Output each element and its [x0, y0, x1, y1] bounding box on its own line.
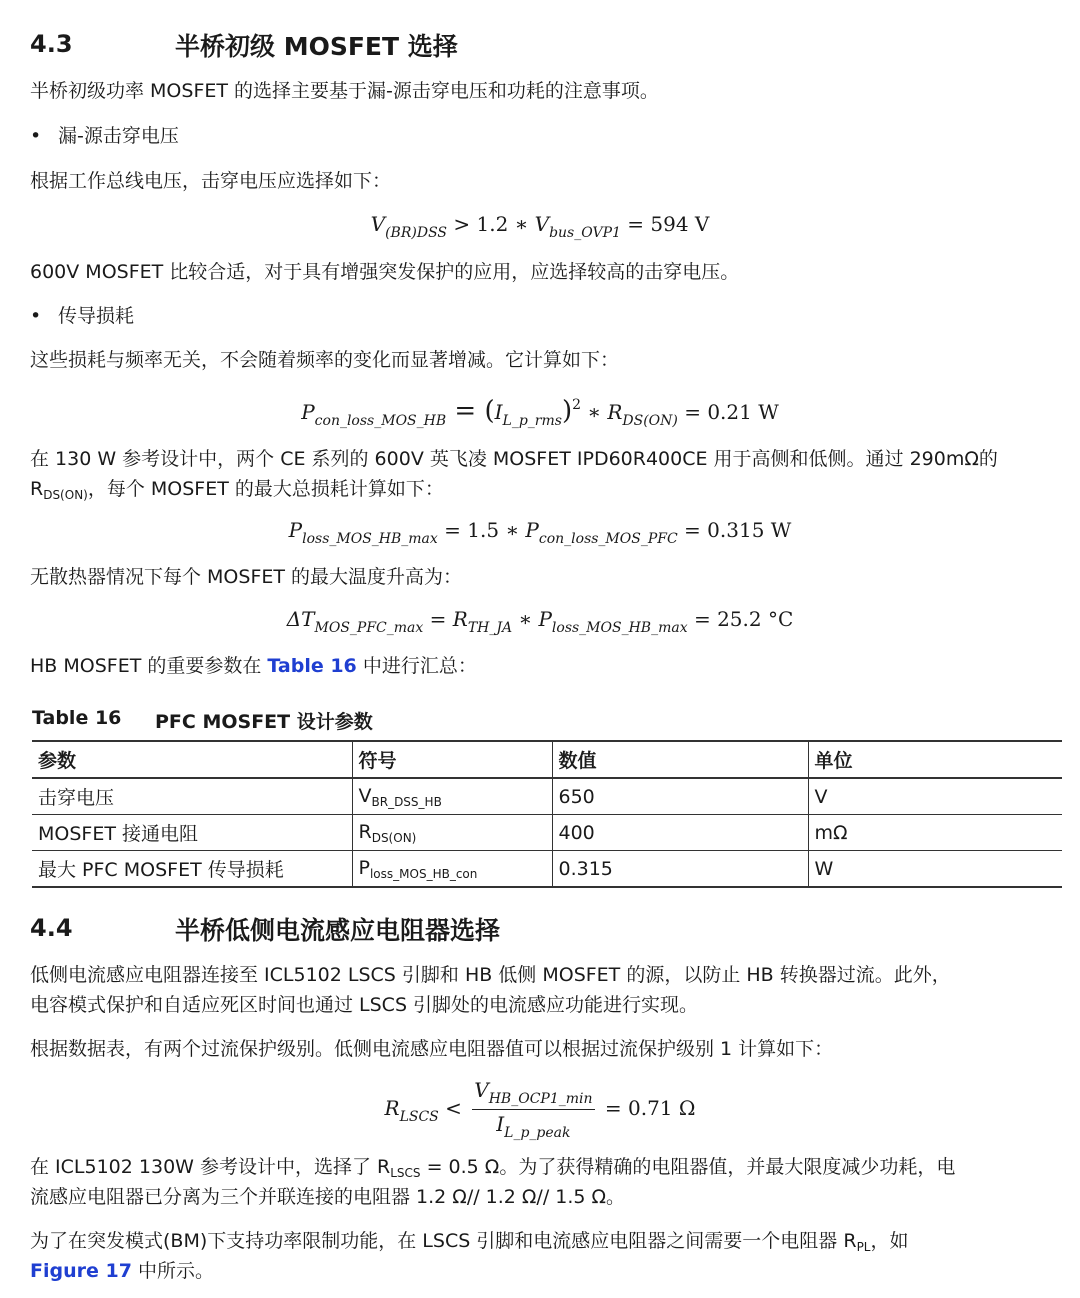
inline-symbol: R — [30, 478, 44, 500]
eq-subscript: MOS_PFC_max — [314, 620, 424, 636]
eq-symbol: V — [474, 1078, 489, 1102]
paragraph-lscs-line1: 低侧电流感应电阻器连接至 ICL5102 LSCS 引脚和 HB 低侧 MOSFET 的源，以防止 HB 转换器过流。此外， — [30, 964, 951, 986]
table-cell-param: 击穿电压 — [32, 778, 352, 815]
section-number: 4.4 — [30, 914, 73, 942]
eq-subscript: loss_MOS_HB_max — [302, 531, 438, 547]
eq-operator: ) — [561, 396, 573, 426]
eq-subscript: TH_JA — [467, 620, 513, 636]
symbol-text: V — [358, 784, 372, 807]
eq-symbol: R — [384, 1096, 400, 1120]
section-title: 半桥低侧电流感应电阻器选择 — [175, 916, 501, 945]
table-cell-value: 650 — [552, 778, 808, 815]
table-cell-unit: W — [808, 851, 1062, 888]
eq-result: = 0.21 W — [677, 400, 779, 424]
equation-conduction-loss — [0, 396, 1080, 429]
table-header-cell: 数值 — [552, 741, 808, 778]
paragraph-intro: 半桥初级功率 MOSFET 的选择主要基于漏-源击穿电压和功耗的注意事项。 — [30, 80, 659, 102]
table-cell-symbol — [352, 851, 552, 888]
figure-17-link[interactable]: Figure 17 — [30, 1260, 132, 1282]
inline-text: ，如 — [870, 1230, 909, 1252]
bullet-text: 传导损耗 — [58, 305, 135, 327]
equation-breakdown-voltage — [0, 212, 1080, 241]
inline-text: = 0.5 Ω。为了获得精确的电阻器值，并最大限度减少功耗，电 — [420, 1156, 956, 1178]
eq-symbol: V — [534, 212, 550, 236]
table-row — [32, 851, 1062, 888]
paragraph-burst-line2 — [30, 1256, 214, 1286]
paragraph-summary — [30, 651, 477, 681]
eq-operator: = 1.5 ∗ — [437, 518, 526, 542]
table-cell-unit: V — [808, 778, 1062, 815]
section-number: 4.3 — [30, 30, 73, 58]
inline-subscript: PL — [856, 1240, 871, 1254]
eq-operator: > 1.2 ∗ — [447, 212, 535, 236]
table-header-cell: 单位 — [808, 741, 1062, 778]
paragraph-design-line1: 在 130 W 参考设计中，两个 CE 系列的 600V 英飞凌 MOSFET IPD60R400CE 用于高侧和低侧。通过 290mΩ的 — [30, 448, 998, 470]
eq-operator: < — [438, 1096, 469, 1120]
inline-text: 在 ICL5102 130W 参考设计中，选择了 R — [30, 1156, 391, 1178]
eq-operator: ∗ — [581, 400, 608, 424]
eq-fraction — [472, 1078, 594, 1141]
bullet-text: 漏-源击穿电压 — [58, 125, 179, 147]
table-title: PFC MOSFET 设计参数 — [155, 711, 373, 733]
table-cell-value: 400 — [552, 815, 808, 851]
paragraph-design-line2 — [30, 474, 444, 510]
eq-symbol: ΔT — [286, 607, 315, 631]
eq-superscript: 2 — [572, 397, 582, 413]
eq-result: = 0.71 Ω — [598, 1096, 696, 1120]
eq-symbol: V — [370, 212, 386, 236]
inline-text: HB MOSFET 的重要参数在 — [30, 655, 268, 677]
eq-symbol: R — [452, 607, 468, 631]
table-16-link[interactable]: Table 16 — [267, 655, 357, 677]
table-header-row — [32, 741, 1062, 778]
inline-subscript: LSCS — [390, 1166, 421, 1180]
eq-symbol: I — [494, 400, 503, 424]
eq-subscript: loss_MOS_HB_max — [551, 620, 688, 636]
section-title: 半桥初级 MOSFET 选择 — [175, 32, 458, 61]
symbol-text: P — [358, 856, 370, 879]
eq-subscript: con_loss_MOS_PFC — [538, 531, 678, 547]
paragraph-lscs-line2: 电容模式保护和自适应死区时间也通过 LSCS 引脚处的电流感应功能进行实现。 — [30, 994, 699, 1016]
symbol-text: R — [358, 820, 372, 843]
eq-subscript: LSCS — [399, 1109, 439, 1125]
table-cell-value: 0.315 — [552, 851, 808, 888]
inline-subscript: DS(ON) — [43, 488, 88, 502]
eq-subscript: bus_OVP1 — [549, 225, 621, 241]
table-cell-param: MOSFET 接通电阻 — [32, 815, 352, 851]
eq-numerator — [472, 1078, 594, 1110]
paragraph-frequency: 这些损耗与频率无关，不会随着频率的变化而显著增减。它计算如下： — [30, 349, 620, 371]
eq-symbol: I — [496, 1112, 505, 1136]
inline-text: ，每个 MOSFET 的最大总损耗计算如下： — [87, 478, 444, 500]
eq-operator: ∗ — [512, 607, 539, 631]
eq-symbol: P — [301, 400, 315, 424]
symbol-subscript: BR_DSS_HB — [371, 794, 442, 809]
eq-subscript: HB_OCP1_min — [488, 1091, 593, 1107]
eq-result: = 0.315 W — [677, 518, 792, 542]
symbol-subscript: loss_MOS_HB_con — [369, 866, 478, 881]
bullet-conduction-loss — [30, 301, 134, 331]
equation-temperature-rise — [0, 607, 1080, 636]
inline-text: 中所示。 — [131, 1260, 214, 1282]
table-caption — [32, 707, 373, 733]
table-header-cell: 参数 — [32, 741, 352, 778]
eq-symbol: P — [288, 518, 303, 542]
table-row — [32, 778, 1062, 815]
eq-result: = 594 V — [620, 212, 710, 236]
eq-subscript: con_loss_MOS_HB — [314, 413, 447, 429]
eq-subscript: (BR)DSS — [385, 225, 448, 241]
table-cell-param: 最大 PFC MOSFET 传导损耗 — [32, 851, 352, 888]
table-label: Table 16 — [32, 707, 122, 729]
parameters-table — [32, 740, 1062, 888]
equation-max-loss — [0, 518, 1080, 547]
table-header-cell: 符号 — [352, 741, 552, 778]
paragraph-bus-voltage: 根据工作总线电压，击穿电压应选择如下： — [30, 170, 392, 192]
table-cell-unit: mΩ — [808, 815, 1062, 851]
eq-subscript: L_p_rms — [502, 413, 562, 429]
bullet-dot-icon: • — [30, 125, 42, 147]
inline-text: 中进行汇总： — [356, 655, 477, 677]
symbol-subscript: DS(ON) — [371, 830, 417, 845]
table-row — [32, 815, 1062, 851]
table-cell-symbol — [352, 778, 552, 815]
table-cell-symbol — [352, 815, 552, 851]
eq-symbol: P — [525, 518, 539, 542]
eq-operator: = ( — [446, 396, 495, 426]
paragraph-600v: 600V MOSFET 比较合适，对于具有增强突发保护的应用，应选择较高的击穿电压。 — [30, 261, 740, 283]
eq-symbol: R — [607, 400, 623, 424]
eq-denominator — [472, 1110, 594, 1141]
equation-rlscs — [0, 1078, 1080, 1141]
paragraph-ocp-levels: 根据数据表，有两个过流保护级别。低侧电流感应电阻器值可以根据过流保护级别 1 计算如下： — [30, 1038, 834, 1060]
eq-symbol: P — [538, 607, 552, 631]
eq-subscript: DS(ON) — [622, 413, 678, 429]
bullet-dot-icon: • — [30, 305, 42, 327]
paragraph-rlscs-line2: 流感应电阻器已分离为三个并联连接的电阻器 1.2 Ω// 1.2 Ω// 1.5 Ω。 — [30, 1186, 626, 1208]
eq-result: = 25.2 °C — [687, 607, 794, 631]
eq-operator: = — [423, 607, 453, 631]
paragraph-temperature: 无散热器情况下每个 MOSFET 的最大温度升高为： — [30, 566, 463, 588]
inline-text: 为了在突发模式(BM)下支持功率限制功能，在 LSCS 引脚和电流感应电阻器之间需要一个电阻器 R — [30, 1230, 857, 1252]
eq-subscript: L_p_peak — [504, 1125, 571, 1141]
bullet-breakdown-voltage — [30, 121, 179, 151]
